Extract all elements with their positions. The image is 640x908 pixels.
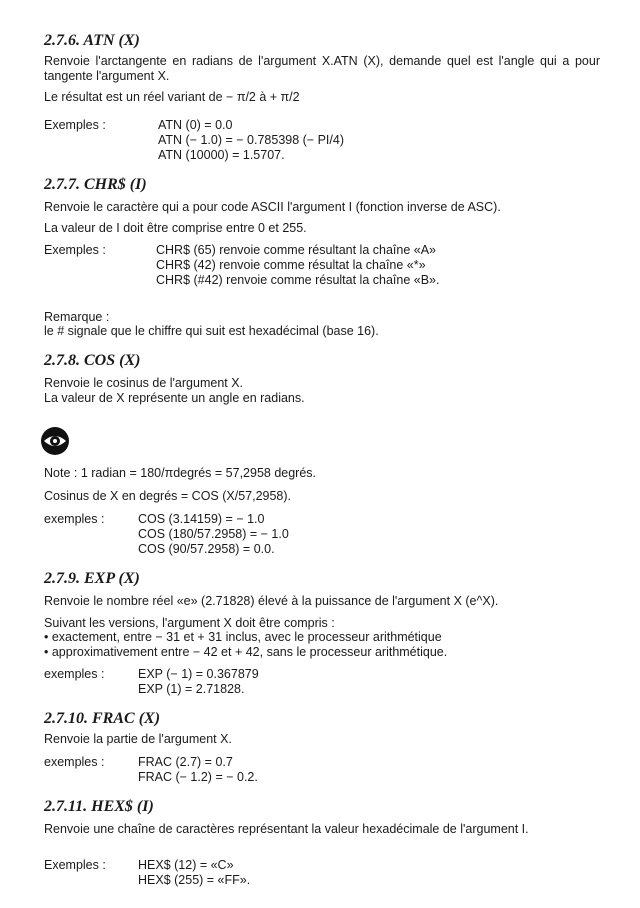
exp-example: EXP (− 1) = 0.367879 [138, 667, 259, 681]
exp-bullet-text: approximativement entre − 42 et + 42, sans le processeur arithmétique. [51, 645, 448, 659]
chr-remark: le # signale que le chiffre qui suit est hexadécimal (base 16). [44, 324, 379, 338]
exp-bullet: • exactement, entre − 31 et + 31 inclus, avec le processeur arithmétique [44, 630, 442, 644]
atn-example: ATN (0) = 0.0 [158, 118, 233, 132]
cos-example: COS (3.14159) = − 1.0 [138, 512, 265, 526]
frac-example: FRAC (2.7) = 0.7 [138, 755, 233, 769]
cos-degrees: Cosinus de X en degrés = COS (X/57,2958). [44, 489, 292, 503]
chr-description: Renvoie le caractère qui a pour code ASCII l'argument I (fonction inverse de ASC). [44, 200, 501, 214]
eye-icon [40, 426, 70, 456]
heading-cos: 2.7.8. COS (X) [44, 352, 141, 369]
exp-bullet: • approximativement entre − 42 et + 42, sans le processeur arithmétique. [44, 645, 448, 659]
chr-example: CHR$ (65) renvoie comme résultant la chaîne «A» [156, 243, 436, 257]
exp-constraint: Suivant les versions, l'argument X doit être compris : [44, 616, 335, 630]
hex-example: HEX$ (12) = «C» [138, 858, 234, 872]
heading-exp: 2.7.9. EXP (X) [44, 570, 140, 587]
frac-examples-label: exemples : [44, 755, 105, 769]
atn-examples-label: Exemples : [44, 118, 106, 132]
heading-chr: 2.7.7. CHR$ (I) [44, 176, 147, 193]
exp-bullet-text: exactement, entre − 31 et + 31 inclus, avec le processeur arithmétique [51, 630, 442, 644]
hex-description: Renvoie une chaîne de caractères représentant la valeur hexadécimale de l'argument I. [44, 822, 529, 836]
cos-description: Renvoie le cosinus de l'argument X. [44, 376, 244, 390]
heading-frac: 2.7.10. FRAC (X) [44, 710, 161, 727]
cos-example: COS (180/57.2958) = − 1.0 [138, 527, 289, 541]
atn-example: ATN (10000) = 1.5707. [158, 148, 285, 162]
cos-examples-label: exemples : [44, 512, 105, 526]
chr-example: CHR$ (42) renvoie comme résultat la chaîne «*» [156, 258, 426, 272]
cos-example: COS (90/57.2958) = 0.0. [138, 542, 275, 556]
cos-radians: La valeur de X représente un angle en radians. [44, 391, 305, 405]
heading-atn: 2.7.6. ATN (X) [44, 32, 140, 49]
heading-hex: 2.7.11. HEX$ (I) [44, 798, 154, 815]
chr-range: La valeur de I doit être comprise entre 0 et 255. [44, 221, 307, 235]
cos-note: Note : 1 radian = 180/πdegrés = 57,2958 degrés. [44, 466, 317, 480]
exp-example: EXP (1) = 2.71828. [138, 682, 245, 696]
chr-examples-label: Exemples : [44, 243, 106, 257]
exp-description: Renvoie le nombre réel «e» (2.71828) élevé à la puissance de l'argument X (e^X). [44, 594, 499, 608]
atn-description: Renvoie l'arctangente en radians de l'argument X.ATN (X), demande quel est l'angle qui a pour tangente l'argument X. [44, 54, 600, 83]
atn-range: Le résultat est un réel variant de − π/2 à + π/2 [44, 90, 300, 104]
hex-examples-label: Exemples : [44, 858, 106, 872]
chr-example: CHR$ (#42) renvoie comme résultat la chaîne «B». [156, 273, 440, 287]
chr-remark-label: Remarque : [44, 310, 110, 324]
frac-description: Renvoie la partie de l'argument X. [44, 732, 232, 746]
exp-examples-label: exemples : [44, 667, 105, 681]
atn-example: ATN (− 1.0) = − 0.785398 (− PI/4) [158, 133, 344, 147]
frac-example: FRAC (− 1.2) = − 0.2. [138, 770, 258, 784]
hex-example: HEX$ (255) = «FF». [138, 873, 251, 887]
